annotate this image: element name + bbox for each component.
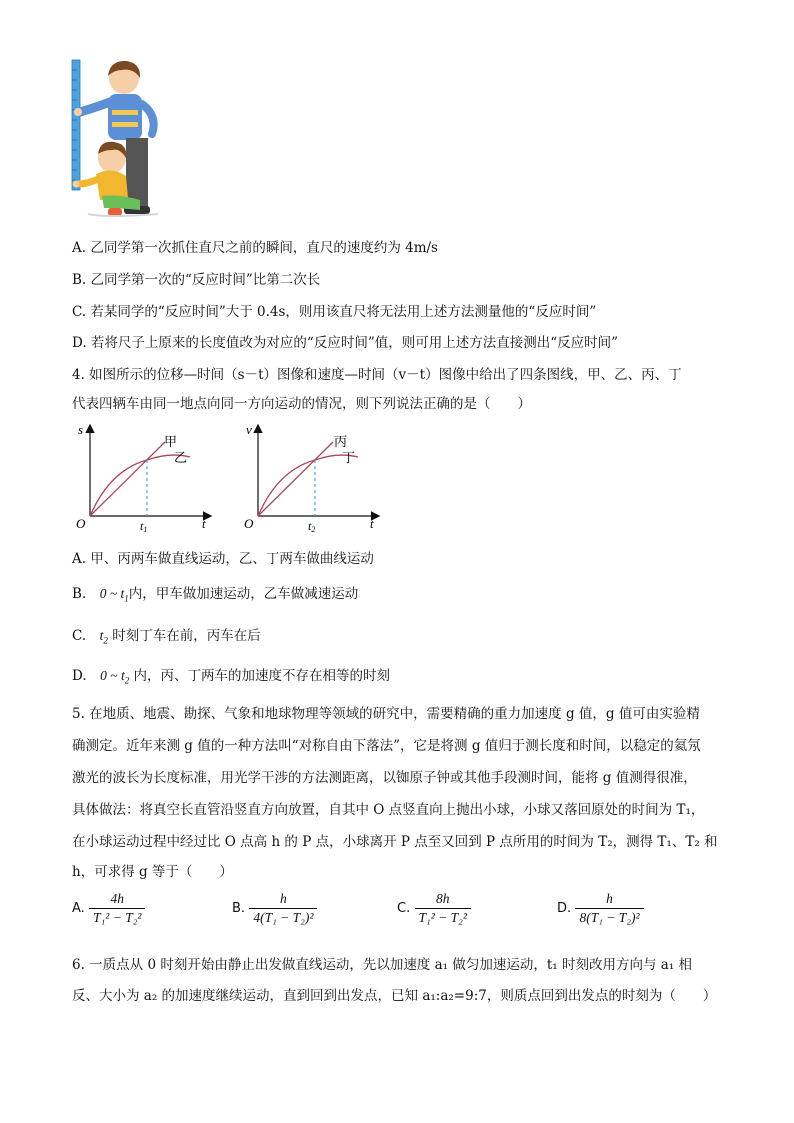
q4-stem-line-1: 4. 如图所示的位移—时间（s－t）图像和速度—时间（v－t）图像中给出了四条图线，甲、乙、丙、丁 (72, 367, 682, 383)
q4-option-a[interactable]: A. 甲、丙两车做直线运动，乙、丁两车做曲线运动 (72, 551, 374, 567)
math-sub: 2 (103, 635, 108, 646)
option-label: C. (397, 901, 411, 916)
label-yi: 乙 (174, 450, 188, 465)
math-range: 0 ~ t (99, 586, 125, 601)
math-t: t (99, 628, 104, 643)
option-label: D. (557, 901, 572, 916)
line-bing (258, 442, 333, 516)
fraction: $\frac{8h}{\text{T₁² − T₂²}}$ (415, 890, 471, 927)
option-label: D. (72, 668, 101, 684)
math-range: 0 ~ t (100, 668, 125, 683)
graph-s-t (70, 420, 220, 532)
q5-option-c[interactable] (397, 890, 471, 927)
q6-line-1: 6. 一质点从 0 时刻开始由静止出发做直线运动，先以加速度 a₁ 做匀加速运动，t₁ 时刻改用方向与 a₁ 相 (72, 957, 693, 973)
q5-line-5: 在小球运动过程中经过比 O 点高 h 的 P 点，小球离开 P 点至又回到 P 点所用的时间为 T₂，测得 T₁、T₂ 和 (72, 834, 718, 850)
q4-stem-line-2: 代表四辆车由同一地点向同一方向运动的情况，则下列说法正确的是（ ） (72, 396, 531, 412)
label-s: s (78, 422, 84, 437)
illustration-reaction-time (66, 58, 176, 223)
label-v: v (246, 422, 252, 437)
label-t: t (202, 516, 206, 531)
math-sub: 1 (124, 593, 129, 604)
q3-option-c[interactable]: C. 若某同学的“反应时间”大于 0.4s，则用该直尺将无法用上述方法测量他的“反应时间” (72, 304, 597, 320)
q5-option-d[interactable] (557, 890, 644, 927)
line-jia (90, 442, 165, 516)
option-label: B. (232, 901, 246, 916)
label-jia: 甲 (164, 434, 178, 449)
q3-option-a[interactable]: A. 乙同学第一次抓住直尺之前的瞬间，直尺的速度约为 4m/s (72, 240, 438, 256)
fraction: $\frac{4h}{\text{T₁² − T₂²}}$ (89, 890, 145, 927)
label-origin: O (244, 516, 254, 531)
graph-v-t (238, 420, 388, 532)
option-label: C. (72, 628, 100, 644)
label-bing: 丙 (334, 434, 348, 449)
option-label: B. (72, 586, 100, 602)
q4-option-c[interactable] (72, 624, 261, 646)
ruler (72, 60, 80, 190)
label-origin: O (76, 516, 86, 531)
fraction: $\frac{h}{\text{4(T₁ − T₂)²}}$ (249, 890, 317, 927)
q3-option-b[interactable]: B. 乙同学第一次的“反应时间”比第二次长 (72, 272, 321, 288)
q4-option-b[interactable] (72, 582, 358, 604)
q5-line-6: h，可求得 g 等于（ ） (72, 864, 233, 880)
q5-line-4: 具体做法：将真空长直管沿竖直方向放置，自其中 O 点竖直向上抛出小球，小球又落回原处的时间为 T₁， (72, 802, 705, 818)
label-t2: t2 (308, 519, 316, 532)
option-text: 内，甲车做加速运动，乙车做减速运动 (128, 586, 359, 602)
q4-option-d[interactable] (72, 664, 390, 686)
q5-line-3: 激光的波长为长度标准，用光学干涉的方法测距离，以铷原子钟或其他手段测时间，能将 g 值测得很准， (72, 770, 697, 786)
label-ding: 丁 (342, 450, 356, 465)
option-label: A. (72, 901, 85, 916)
q5-line-1: 5. 在地质、地震、勘探、气象和地球物理等领域的研究中，需要精确的重力加速度 g 值，g 值可由实验精 (72, 706, 700, 722)
label-t: t (370, 516, 374, 531)
fraction: $\frac{h}{\text{8(T₁ − T₂)²}}$ (575, 890, 643, 927)
q5-line-2: 确测定。近年来测 g 值的一种方法叫“对称自由下落法”，它是将测 g 值归于测长度和时间，以稳定的氦氖 (72, 738, 701, 754)
q5-option-a[interactable] (72, 890, 145, 927)
q5-option-b[interactable] (232, 890, 317, 927)
q6-line-2: 反、大小为 a₂ 的加速度继续运动，直到回到出发点，已知 a₁:a₂=9:7，则质点回到出发点的时刻为（ ） (72, 988, 717, 1004)
math-sub: 2 (124, 675, 130, 686)
label-t1: t1 (140, 519, 148, 532)
option-text: 时刻丁车在前，丙车在后 (107, 628, 261, 644)
option-text: 内，丙、丁两车的加速度不存在相等的时刻 (129, 668, 390, 684)
q3-option-d[interactable]: D. 若将尺子上原来的长度值改为对应的“反应时间”值，则可用上述方法直接测出“反应时间” (72, 335, 619, 351)
